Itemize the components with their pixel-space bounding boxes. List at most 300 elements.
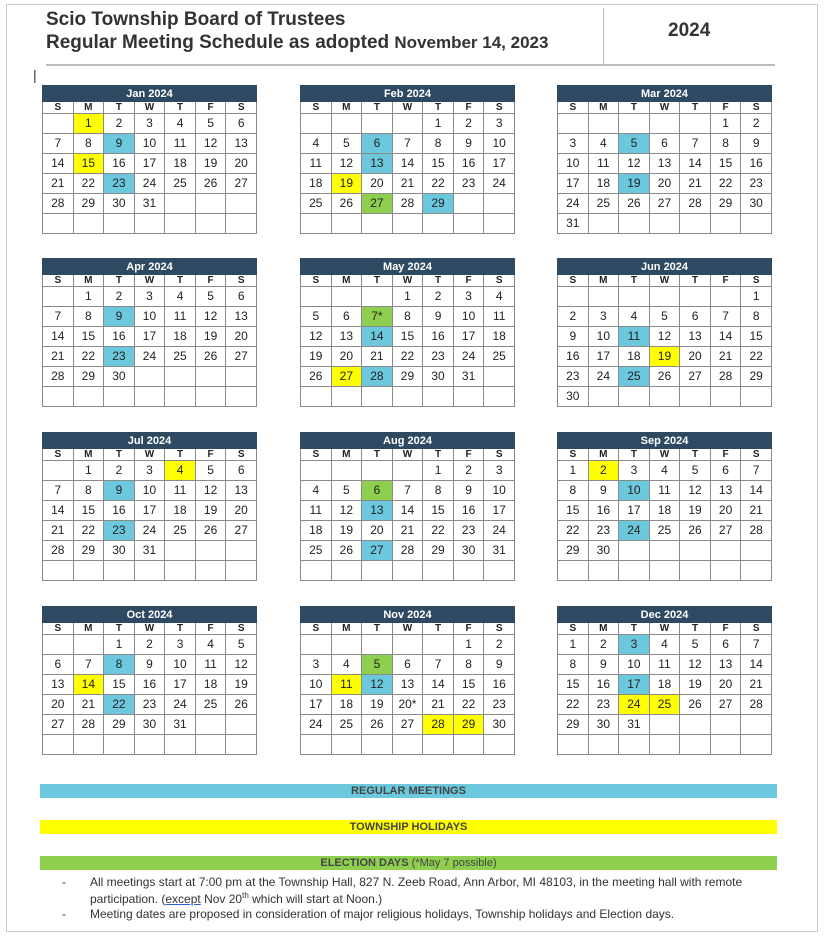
day-cell: 10 — [134, 481, 165, 501]
day-cell: 17 — [134, 154, 165, 174]
day-cell: 29 — [392, 367, 423, 387]
empty-cell — [165, 561, 196, 581]
day-cell: 6 — [226, 114, 257, 134]
day-cell: 23 — [453, 174, 484, 194]
day-cell: 2 — [423, 287, 454, 307]
day-cell: 12 — [362, 675, 393, 695]
day-cell: 23 — [558, 367, 589, 387]
empty-cell — [741, 735, 772, 755]
month-table — [42, 623, 257, 755]
empty-cell — [423, 561, 454, 581]
day-cell: 27 — [362, 194, 393, 214]
empty-cell — [301, 735, 332, 755]
empty-cell — [226, 561, 257, 581]
note-1b: except — [165, 892, 201, 906]
day-cell: 29 — [558, 715, 589, 735]
week-row — [558, 675, 772, 695]
day-cell: 18 — [331, 695, 362, 715]
day-cell: 30 — [104, 541, 135, 561]
day-cell: 13 — [710, 481, 741, 501]
weekday-label: F — [453, 275, 484, 287]
day-cell: 14 — [741, 655, 772, 675]
month-header: Aug 2024 — [300, 432, 515, 449]
empty-cell — [226, 715, 257, 735]
empty-cell — [104, 561, 135, 581]
week-row — [301, 461, 515, 481]
empty-cell — [362, 635, 393, 655]
day-cell: 24 — [484, 174, 515, 194]
weekday-label: F — [710, 623, 741, 635]
weekday-label: T — [619, 449, 650, 461]
day-cell: 4 — [165, 461, 196, 481]
day-cell: 7 — [741, 635, 772, 655]
week-row — [43, 174, 257, 194]
week-row — [43, 114, 257, 134]
day-cell: 6 — [226, 287, 257, 307]
day-cell: 16 — [134, 675, 165, 695]
day-cell: 31 — [453, 367, 484, 387]
day-cell: 16 — [104, 501, 135, 521]
month-table — [557, 449, 772, 581]
empty-cell — [362, 461, 393, 481]
empty-cell — [362, 214, 393, 234]
weekday-label: F — [453, 623, 484, 635]
empty-cell — [619, 287, 650, 307]
weekday-label: T — [104, 102, 135, 114]
day-cell: 19 — [619, 174, 650, 194]
empty-cell — [43, 214, 74, 234]
day-cell: 24 — [134, 347, 165, 367]
day-cell: 4 — [588, 134, 619, 154]
weekday-label: W — [134, 275, 165, 287]
day-cell: 24 — [134, 521, 165, 541]
day-cell: 13 — [362, 154, 393, 174]
day-cell: 20 — [649, 174, 680, 194]
empty-cell — [453, 735, 484, 755]
legend-township-holidays — [40, 820, 777, 834]
week-row — [43, 347, 257, 367]
empty-cell — [301, 461, 332, 481]
day-cell: 20 — [331, 347, 362, 367]
day-cell: 15 — [73, 327, 104, 347]
empty-cell — [43, 461, 74, 481]
weekday-row — [301, 623, 515, 635]
day-cell: 15 — [73, 154, 104, 174]
week-row — [43, 541, 257, 561]
week-row — [301, 541, 515, 561]
day-cell: 6 — [43, 655, 74, 675]
day-cell: 16 — [423, 327, 454, 347]
weekday-label: W — [392, 449, 423, 461]
month-calendar — [300, 258, 515, 407]
day-cell: 10 — [484, 134, 515, 154]
empty-cell — [134, 735, 165, 755]
empty-cell — [741, 214, 772, 234]
day-cell: 30 — [558, 387, 589, 407]
weekday-label: T — [619, 623, 650, 635]
weekday-label: S — [558, 623, 589, 635]
day-cell: 17 — [165, 675, 196, 695]
day-cell: 22 — [423, 174, 454, 194]
empty-cell — [588, 561, 619, 581]
day-cell: 27 — [710, 695, 741, 715]
empty-cell — [226, 735, 257, 755]
day-cell: 21 — [392, 521, 423, 541]
day-cell: 11 — [619, 327, 650, 347]
day-cell: 12 — [331, 154, 362, 174]
empty-cell — [619, 114, 650, 134]
week-row — [43, 655, 257, 675]
day-cell: 30 — [484, 715, 515, 735]
day-cell: 7 — [73, 655, 104, 675]
day-cell: 2 — [741, 114, 772, 134]
day-cell: 21 — [43, 347, 74, 367]
day-cell: 18 — [165, 327, 196, 347]
empty-cell — [104, 735, 135, 755]
empty-cell — [195, 214, 226, 234]
empty-cell — [165, 194, 196, 214]
day-cell: 31 — [134, 541, 165, 561]
empty-cell — [362, 387, 393, 407]
day-cell: 24 — [619, 521, 650, 541]
day-cell: 22 — [558, 695, 589, 715]
month-table — [557, 102, 772, 234]
week-row — [43, 307, 257, 327]
day-cell: 27 — [680, 367, 711, 387]
day-cell: 22 — [710, 174, 741, 194]
day-cell: 29 — [423, 194, 454, 214]
day-cell: 22 — [104, 695, 135, 715]
day-cell: 21 — [43, 174, 74, 194]
weekday-label: S — [301, 102, 332, 114]
weekday-label: T — [362, 102, 393, 114]
day-cell: 25 — [649, 521, 680, 541]
empty-cell — [195, 715, 226, 735]
day-cell: 9 — [484, 655, 515, 675]
weekday-label: S — [43, 102, 74, 114]
day-cell: 8 — [558, 655, 589, 675]
day-cell: 10 — [453, 307, 484, 327]
day-cell: 8 — [423, 481, 454, 501]
empty-cell — [619, 561, 650, 581]
day-cell: 24 — [301, 715, 332, 735]
empty-cell — [484, 194, 515, 214]
day-cell: 14 — [392, 501, 423, 521]
week-row — [558, 214, 772, 234]
day-cell: 7 — [680, 134, 711, 154]
weekday-row — [558, 449, 772, 461]
empty-cell — [588, 214, 619, 234]
month-header: Jan 2024 — [42, 85, 257, 102]
day-cell: 17 — [484, 154, 515, 174]
day-cell: 16 — [558, 347, 589, 367]
day-cell: 12 — [195, 307, 226, 327]
weekday-label: S — [741, 102, 772, 114]
week-row — [301, 347, 515, 367]
title-line-2a: Regular Meeting Schedule as adopted — [46, 32, 390, 53]
empty-cell — [649, 541, 680, 561]
day-cell: 5 — [331, 134, 362, 154]
empty-cell — [392, 635, 423, 655]
empty-cell — [362, 561, 393, 581]
day-cell: 5 — [680, 635, 711, 655]
weekday-label: S — [741, 275, 772, 287]
day-cell: 22 — [392, 347, 423, 367]
weekday-label: S — [741, 449, 772, 461]
day-cell: 18 — [195, 675, 226, 695]
day-cell: 13 — [392, 675, 423, 695]
day-cell: 4 — [195, 635, 226, 655]
empty-cell — [741, 541, 772, 561]
empty-cell — [301, 561, 332, 581]
weekday-label: M — [73, 623, 104, 635]
weekday-label: M — [73, 275, 104, 287]
day-cell: 3 — [165, 635, 196, 655]
day-cell: 25 — [588, 194, 619, 214]
note-item — [62, 908, 772, 921]
empty-cell — [165, 214, 196, 234]
day-cell: 20* — [392, 695, 423, 715]
empty-cell — [43, 114, 74, 134]
day-cell: 7 — [43, 134, 74, 154]
weekday-label: M — [331, 449, 362, 461]
empty-cell — [392, 561, 423, 581]
day-cell: 19 — [680, 675, 711, 695]
day-cell: 20 — [710, 501, 741, 521]
empty-cell — [423, 735, 454, 755]
weekday-label: W — [134, 623, 165, 635]
note-2: Meeting dates are proposed in consideration of major religious holidays, Township holidays and Election days. — [90, 907, 675, 921]
day-cell: 21 — [680, 174, 711, 194]
day-cell: 17 — [134, 327, 165, 347]
empty-cell — [331, 561, 362, 581]
day-cell: 9 — [134, 655, 165, 675]
legend-regular-meetings — [40, 784, 777, 798]
notes-list — [62, 876, 772, 923]
day-cell: 2 — [588, 461, 619, 481]
day-cell: 24 — [165, 695, 196, 715]
weekday-label: S — [301, 623, 332, 635]
day-cell: 20 — [226, 327, 257, 347]
week-row — [43, 481, 257, 501]
weekday-label: S — [558, 102, 589, 114]
day-cell: 1 — [423, 114, 454, 134]
week-row — [43, 715, 257, 735]
week-row — [301, 481, 515, 501]
empty-cell — [301, 214, 332, 234]
day-cell: 5 — [362, 655, 393, 675]
day-cell: 3 — [484, 461, 515, 481]
day-cell: 26 — [195, 174, 226, 194]
month-calendar — [557, 432, 772, 581]
day-cell: 28 — [423, 715, 454, 735]
day-cell: 16 — [453, 154, 484, 174]
empty-cell — [165, 735, 196, 755]
empty-cell — [226, 541, 257, 561]
day-cell: 22 — [558, 521, 589, 541]
day-cell: 14 — [423, 675, 454, 695]
weekday-label: M — [588, 275, 619, 287]
day-cell: 24 — [484, 521, 515, 541]
text-cursor: | — [33, 67, 37, 83]
week-row — [301, 134, 515, 154]
day-cell: 18 — [165, 154, 196, 174]
day-cell: 22 — [73, 174, 104, 194]
weekday-label: T — [423, 449, 454, 461]
day-cell: 5 — [226, 635, 257, 655]
day-cell: 29 — [741, 367, 772, 387]
week-row — [301, 715, 515, 735]
week-row — [43, 675, 257, 695]
weekday-label: S — [484, 102, 515, 114]
weekday-label: S — [43, 449, 74, 461]
weekday-label: M — [331, 102, 362, 114]
day-cell: 26 — [619, 194, 650, 214]
day-cell: 28 — [43, 541, 74, 561]
empty-cell — [195, 367, 226, 387]
week-row — [558, 134, 772, 154]
day-cell: 1 — [558, 461, 589, 481]
day-cell: 8 — [423, 134, 454, 154]
weekday-label: T — [104, 449, 135, 461]
week-row — [301, 367, 515, 387]
day-cell: 14 — [43, 501, 74, 521]
day-cell: 11 — [301, 501, 332, 521]
day-cell: 2 — [104, 461, 135, 481]
empty-cell — [226, 214, 257, 234]
day-cell: 11 — [165, 307, 196, 327]
day-cell: 8 — [741, 307, 772, 327]
empty-cell — [301, 635, 332, 655]
day-cell: 16 — [741, 154, 772, 174]
week-row — [558, 561, 772, 581]
weekday-label: S — [741, 623, 772, 635]
day-cell: 28 — [710, 367, 741, 387]
week-row — [43, 461, 257, 481]
week-row — [301, 675, 515, 695]
empty-cell — [392, 114, 423, 134]
day-cell: 18 — [649, 501, 680, 521]
empty-cell — [134, 367, 165, 387]
day-cell: 30 — [423, 367, 454, 387]
day-cell: 15 — [453, 675, 484, 695]
weekday-label: T — [619, 102, 650, 114]
empty-cell — [741, 715, 772, 735]
day-cell: 11 — [195, 655, 226, 675]
day-cell: 23 — [423, 347, 454, 367]
day-cell: 28 — [741, 521, 772, 541]
day-cell: 25 — [165, 174, 196, 194]
header-divider-vertical — [603, 8, 604, 64]
empty-cell — [484, 561, 515, 581]
weekday-label: T — [104, 275, 135, 287]
day-cell: 24 — [134, 174, 165, 194]
empty-cell — [73, 561, 104, 581]
day-cell: 3 — [301, 655, 332, 675]
empty-cell — [710, 541, 741, 561]
day-cell: 23 — [484, 695, 515, 715]
legend-holidays-label: TOWNSHIP HOLIDAYS — [349, 821, 468, 833]
day-cell: 7 — [392, 481, 423, 501]
empty-cell — [558, 561, 589, 581]
day-cell: 14 — [741, 481, 772, 501]
empty-cell — [484, 214, 515, 234]
week-row — [558, 481, 772, 501]
empty-cell — [484, 387, 515, 407]
day-cell: 18 — [301, 174, 332, 194]
day-cell: 28 — [680, 194, 711, 214]
empty-cell — [710, 715, 741, 735]
day-cell: 30 — [104, 194, 135, 214]
week-row — [301, 174, 515, 194]
day-cell: 21 — [741, 501, 772, 521]
week-row — [301, 214, 515, 234]
week-row — [43, 387, 257, 407]
empty-cell — [588, 287, 619, 307]
month-header: Apr 2024 — [42, 258, 257, 275]
day-cell: 3 — [588, 307, 619, 327]
empty-cell — [104, 214, 135, 234]
day-cell: 20 — [680, 347, 711, 367]
weekday-label: T — [165, 623, 196, 635]
day-cell: 16 — [104, 327, 135, 347]
empty-cell — [680, 541, 711, 561]
empty-cell — [484, 367, 515, 387]
month-table — [557, 623, 772, 755]
day-cell: 9 — [423, 307, 454, 327]
day-cell: 6 — [362, 481, 393, 501]
day-cell: 28 — [43, 367, 74, 387]
week-row — [43, 501, 257, 521]
day-cell: 6 — [710, 461, 741, 481]
day-cell: 15 — [710, 154, 741, 174]
day-cell: 1 — [73, 461, 104, 481]
empty-cell — [453, 194, 484, 214]
day-cell: 4 — [649, 461, 680, 481]
empty-cell — [301, 287, 332, 307]
day-cell: 15 — [423, 501, 454, 521]
month-table — [300, 275, 515, 407]
day-cell: 1 — [453, 635, 484, 655]
empty-cell — [741, 561, 772, 581]
day-cell: 13 — [226, 307, 257, 327]
weekday-label: F — [710, 275, 741, 287]
empty-cell — [741, 387, 772, 407]
week-row — [301, 327, 515, 347]
day-cell: 26 — [226, 695, 257, 715]
day-cell: 25 — [165, 521, 196, 541]
day-cell: 13 — [362, 501, 393, 521]
week-row — [558, 461, 772, 481]
weekday-label: M — [588, 102, 619, 114]
month-calendar — [557, 85, 772, 234]
weekday-label: T — [362, 275, 393, 287]
day-cell: 25 — [301, 194, 332, 214]
empty-cell — [362, 287, 393, 307]
empty-cell — [680, 715, 711, 735]
week-row — [43, 367, 257, 387]
day-cell: 21 — [710, 347, 741, 367]
month-calendar — [300, 432, 515, 581]
empty-cell — [331, 114, 362, 134]
day-cell: 29 — [558, 541, 589, 561]
day-cell: 17 — [588, 347, 619, 367]
empty-cell — [710, 387, 741, 407]
day-cell: 31 — [134, 194, 165, 214]
legend-regular-label: REGULAR MEETINGS — [351, 785, 466, 797]
day-cell: 14 — [680, 154, 711, 174]
header-divider-horizontal — [46, 64, 775, 66]
